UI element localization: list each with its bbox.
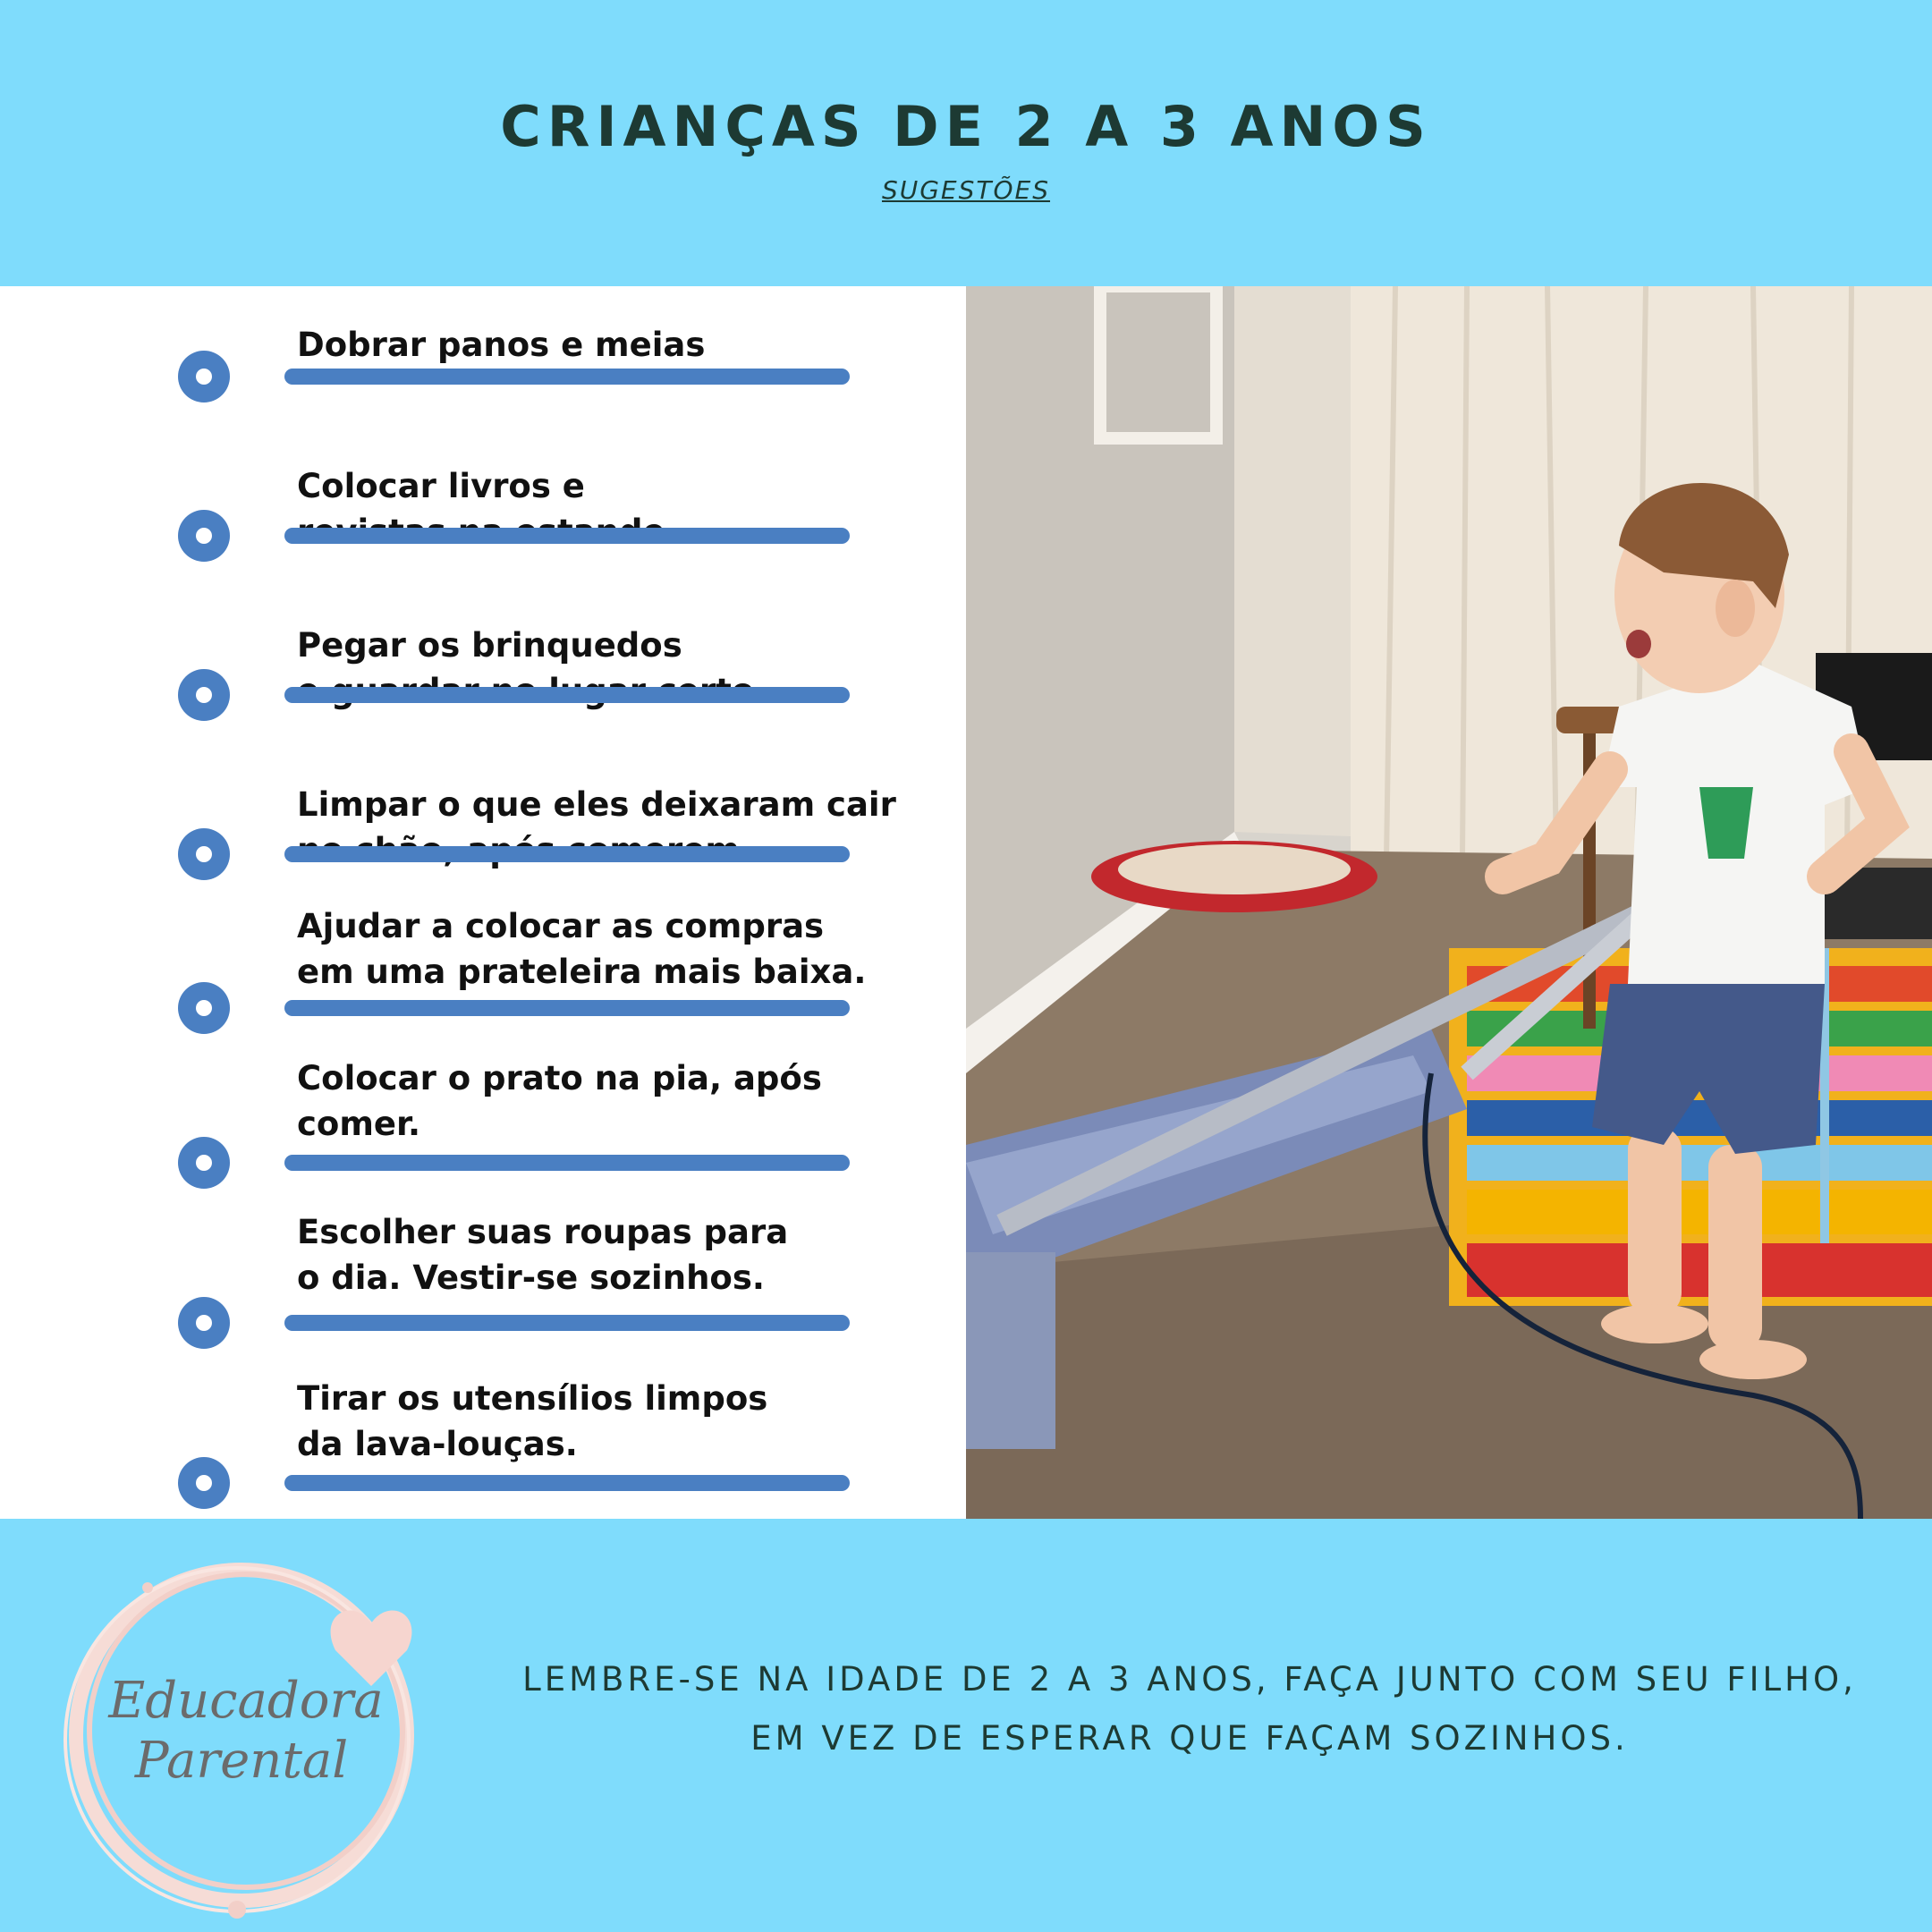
task-bar <box>284 687 850 703</box>
task-label: Colocar livros e <box>297 467 585 505</box>
task-bar <box>284 1155 850 1171</box>
task-label: Pegar os brinquedos <box>297 626 682 665</box>
list-item <box>0 903 966 1055</box>
svg-text:Parental: Parental <box>134 1732 349 1790</box>
task-bar <box>284 528 850 544</box>
list-item <box>0 1376 966 1528</box>
task-label: Tirar os utensílios limpos da lava-louças. <box>297 1379 768 1463</box>
task-list <box>0 286 966 1519</box>
list-item <box>0 304 966 456</box>
task-label: Escolher suas roupas para o dia. Vestir-se sozinhos. <box>297 1213 789 1297</box>
task-bar <box>284 1000 850 1016</box>
bullet-icon <box>178 828 230 880</box>
footer <box>0 1519 1932 1932</box>
task-label: Ajudar a colocar as compras em uma prateleira mais baixa. <box>297 907 867 991</box>
task-bar <box>284 846 850 862</box>
educadora-parental-logo <box>49 1534 443 1928</box>
bullet-icon <box>178 351 230 402</box>
task-bar <box>284 1475 850 1491</box>
page-subtitle: SUGESTÕES <box>881 175 1051 205</box>
bullet-icon <box>178 669 230 721</box>
bullet-icon <box>178 1297 230 1349</box>
reminder-text: LEMBRE-SE NA IDADE DE 2 A 3 ANOS, FAÇA JUNTO COM SEU FILHO, EM VEZ DE ESPERAR QUE FAÇAM SOZINHOS. <box>522 1660 1857 1758</box>
task-label: Colocar o prato na pia, após comer. <box>297 1059 822 1143</box>
task-bar <box>284 369 850 385</box>
task-bar <box>284 1315 850 1331</box>
bullet-icon <box>178 1137 230 1189</box>
task-label: Dobrar panos e meias <box>297 326 706 364</box>
svg-text:Educadora: Educadora <box>108 1672 384 1730</box>
photo-child-vacuuming <box>966 286 1932 1519</box>
bullet-icon <box>178 1457 230 1509</box>
task-label: Limpar o que eles deixaram cair <box>297 785 896 824</box>
header <box>0 0 1932 286</box>
list-item <box>0 463 966 615</box>
list-item <box>0 1209 966 1361</box>
list-item <box>0 623 966 775</box>
list-item <box>0 1055 966 1208</box>
page-title: CRIANÇAS DE 2 A 3 ANOS <box>500 94 1432 159</box>
bullet-icon <box>178 510 230 562</box>
bullet-icon <box>178 982 230 1034</box>
